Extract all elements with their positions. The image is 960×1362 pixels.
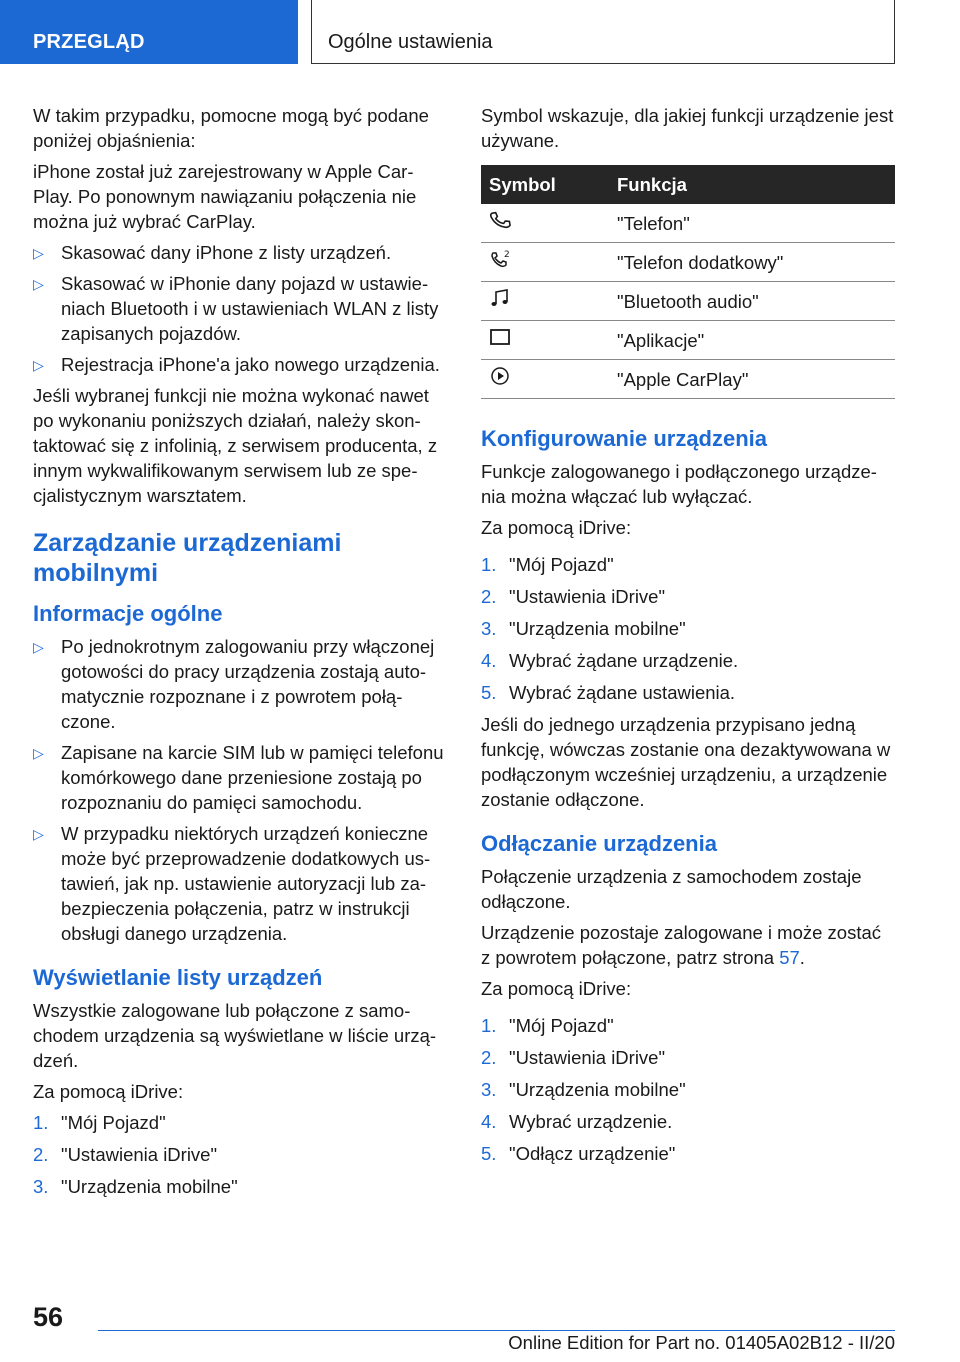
step-item: 3. "Urządzenia mobilne"	[481, 1079, 686, 1100]
table-row	[481, 204, 895, 243]
function-cell: "Apple CarPlay"	[609, 360, 895, 399]
step-item: 2. "Ustawienia iDrive"	[481, 586, 666, 607]
paragraph: Za pomocą iDrive:	[481, 517, 632, 538]
paragraph: Funkcje zalogowanego i podłączonego urządzenia można włączać lub wyłączać.	[481, 461, 877, 507]
list-item: ▷ Skasować dany iPhone z listy urządzeń.	[33, 240, 446, 265]
paragraph: Za pomocą iDrive:	[481, 978, 632, 999]
step-item: 4. Wybrać żądane urządzenie.	[481, 650, 739, 671]
page-reference-link[interactable]: 57	[779, 947, 800, 968]
step-item: 1. "Mój Pojazd"	[481, 1015, 614, 1036]
left-column	[33, 103, 446, 1206]
function-cell: "Bluetooth audio"	[609, 282, 895, 321]
triangle-bullet-icon: ▷	[33, 745, 44, 761]
step-item: 1. "Mój Pojazd"	[481, 554, 614, 575]
symbol-cell	[481, 243, 609, 282]
symbol-table	[481, 165, 895, 399]
paragraph: Jeśli do jednego urządzenia przypisano jedną funkcję, wówczas zostanie ona dezaktywowana w podłączonym wcześniej urządzeniu, a urządzenie zostanie odłączone.	[481, 714, 891, 810]
intro-text: W takim przypadku, pomocne mogą być podane poniżej objaśnienia:	[33, 105, 429, 151]
intro-text: Symbol wskazuje, dla jakiej funkcji urządzenie jest używane.	[481, 105, 894, 151]
table-row	[481, 360, 895, 399]
svg-text:2: 2	[504, 250, 510, 260]
step-item: 1. "Mój Pojazd"	[33, 1112, 166, 1133]
secondary-phone-icon	[489, 248, 511, 270]
section-tab[interactable]: PRZEGLĄD	[0, 0, 298, 64]
triangle-bullet-icon: ▷	[33, 357, 44, 373]
symbol-cell	[481, 282, 609, 321]
list-item: ▷ W przypadku niektórych urządzeń konieczne może być przeprowadzenie dodatkowych ustawień, jak np. ustawienie autoryzacji lub zabezpieczenia połączenia, patrz w instrukcji obsługi danego urządzenia.	[33, 823, 431, 944]
paragraph: Wszystkie zalogowane lub połączone z samochodem urządzenia są wyświetlane w liście urządzeń.	[33, 1000, 437, 1071]
step-item: 3. "Urządzenia mobilne"	[33, 1176, 238, 1197]
phone-icon	[489, 209, 511, 231]
step-item: 4. Wybrać urządzenie.	[481, 1111, 673, 1132]
function-cell: "Aplikacje"	[609, 321, 895, 360]
triangle-bullet-icon: ▷	[33, 276, 44, 292]
function-cell: "Telefon dodatkowy"	[609, 243, 895, 282]
chapter-tab[interactable]: Ogólne ustawienia	[311, 0, 895, 64]
function-cell: "Telefon"	[609, 204, 895, 243]
step-item: 2. "Ustawienia iDrive"	[33, 1144, 218, 1165]
symbol-cell	[481, 204, 609, 243]
list-item: ▷ Po jednokrotnym zalogowaniu przy włączonej gotowości do pracy urządzenia zostają automatycznie rozpoznane i z powrotem połączone.	[33, 636, 435, 732]
apps-square-icon	[489, 326, 511, 348]
music-note-icon	[489, 287, 511, 309]
column-header: Symbol	[481, 165, 609, 204]
page-header	[0, 0, 960, 66]
table-row	[481, 282, 895, 321]
triangle-bullet-icon: ▷	[33, 826, 44, 842]
edition-text: Online Edition for Part no. 01405A02B12 - II/20	[508, 1332, 895, 1353]
subsection-heading: Informacje ogólne	[33, 601, 223, 626]
step-item: 5. "Odłącz urządzenie"	[481, 1143, 676, 1164]
triangle-bullet-icon: ▷	[33, 639, 44, 655]
triangle-bullet-icon: ▷	[33, 245, 44, 261]
step-item: 2. "Ustawienia iDrive"	[481, 1047, 666, 1068]
section-heading: Zarządzanie urządzeniami mobilnymi	[33, 529, 342, 587]
paragraph: Urządzenie pozostaje zalogowane i może zostać z powrotem połączone, patrz strona 57.	[481, 922, 882, 968]
table-row	[481, 243, 895, 282]
footer-divider	[98, 1330, 895, 1331]
paragraph: iPhone został już zarejestrowany w Apple CarPlay. Po ponownym nawiązaniu połączenia nie można już wybrać CarPlay.	[33, 161, 417, 232]
symbol-cell	[481, 360, 609, 399]
carplay-play-icon	[489, 365, 511, 387]
list-item: ▷ Rejestracja iPhone'a jako nowego urządzenia.	[33, 352, 446, 377]
page-number: 56	[33, 1302, 64, 1332]
table-header-row	[481, 165, 895, 204]
paragraph: Połączenie urządzenia z samochodem zostaje odłączone.	[481, 866, 862, 912]
list-item: ▷ Skasować w iPhonie dany pojazd w ustawieniach Bluetooth i w ustawieniach WLAN z listy zapisanych pojazdów.	[33, 273, 439, 344]
paragraph: Jeśli wybranej funkcji nie można wykonać nawet po wykonaniu poniższych działań, należy skontaktować się z infolinią, z serwisem producenta, z innym wykwalifikowanym serwisem lub ze specjalistycznym warsztatem.	[33, 385, 438, 506]
subsection-heading: Konfigurowanie urządzenia	[481, 426, 768, 451]
step-item: 3. "Urządzenia mobilne"	[481, 618, 686, 639]
step-item: 5. Wybrać żądane ustawienia.	[481, 682, 736, 703]
subsection-heading: Odłączanie urządzenia	[481, 831, 717, 856]
right-column	[481, 103, 895, 1173]
list-item: ▷ Zapisane na karcie SIM lub w pamięci telefonu komórkowego dane przeniesione zostają po rozpoznaniu do pamięci samochodu.	[33, 742, 444, 813]
column-header: Funkcja	[609, 165, 895, 204]
symbol-cell	[481, 321, 609, 360]
subsection-heading: Wyświetlanie listy urządzeń	[33, 965, 323, 990]
table-row	[481, 321, 895, 360]
paragraph: Za pomocą iDrive:	[33, 1081, 184, 1102]
